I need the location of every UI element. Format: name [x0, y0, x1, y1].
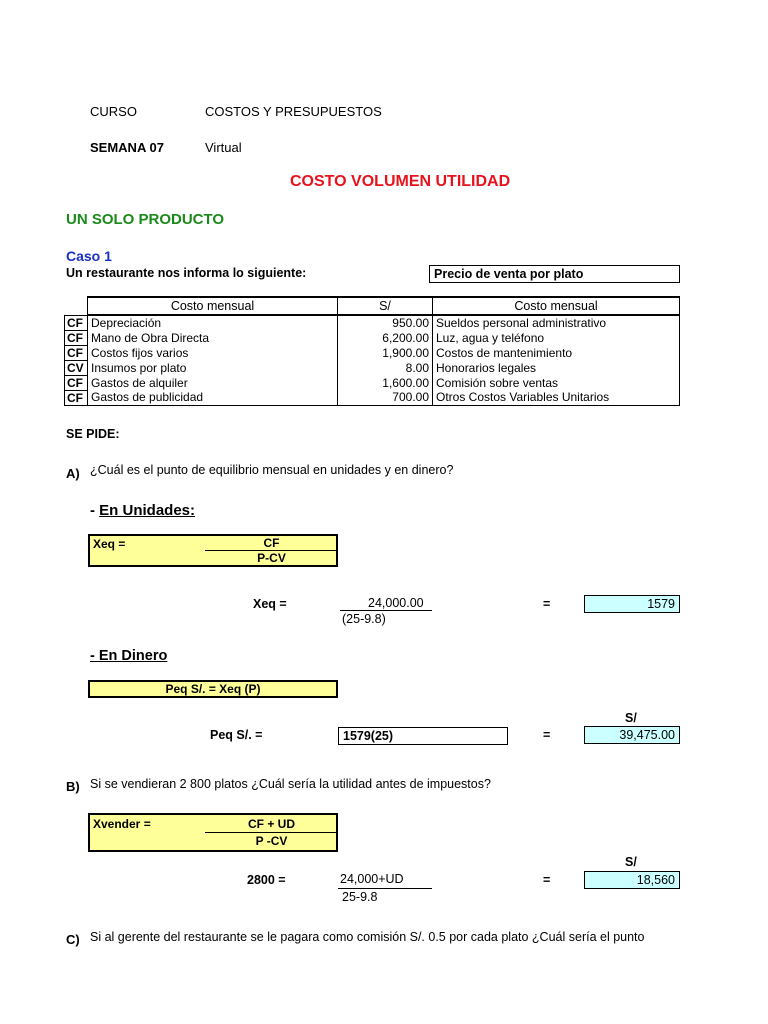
amount-cell: 700.00	[338, 390, 433, 405]
xeq-result: 1579	[647, 597, 675, 611]
other-cost-cell: Comisión sobre ventas	[433, 375, 680, 390]
xeq-result-box	[584, 595, 680, 613]
xvender-equals: =	[543, 873, 551, 887]
xvender-result-box	[584, 871, 680, 889]
cost-type-tag: CF	[65, 390, 88, 405]
amount-cell: 950.00	[338, 315, 433, 330]
xvender-calc-denominator: 25-9.8	[342, 890, 378, 904]
concept-cell: Depreciación	[88, 315, 338, 330]
question-a-text: ¿Cuál es el punto de equilibrio mensual en unidades y en dinero?	[90, 463, 454, 477]
formula-xeq-left: Xeq =	[93, 537, 126, 551]
price-label: Precio de venta por plato	[434, 267, 584, 281]
formula-xvender-divider	[205, 832, 338, 833]
amount-cell: 6,200.00	[338, 330, 433, 345]
question-b-letter: B)	[66, 779, 80, 794]
table-row	[65, 345, 680, 360]
xvender-currency: S/	[625, 855, 637, 869]
question-b-text: Si se vendieran 2 800 platos ¿Cuál sería la utilidad antes de impuestos?	[90, 777, 491, 791]
formula-xvender-box	[88, 813, 338, 852]
xeq-calc-numerator: 24,000.00	[368, 596, 424, 610]
page-title: COSTO VOLUMEN UTILIDAD	[290, 173, 511, 190]
table-row	[65, 315, 680, 330]
money-heading: - En Dinero	[90, 648, 168, 664]
case-title: Caso 1	[66, 248, 112, 264]
question-c-text: Si al gerente del restaurante se le pagara como comisión S/. 0.5 por cada plato ¿Cuál sería el punto	[90, 930, 645, 944]
header-costo-mensual-1: Costo mensual	[88, 297, 338, 315]
units-heading-text: En Unidades:	[99, 502, 196, 519]
amount-cell: 1,900.00	[338, 345, 433, 360]
peq-result: 39,475.00	[619, 728, 675, 742]
section-subtitle: UN SOLO PRODUCTO	[66, 211, 225, 228]
cost-type-tag: CF	[65, 330, 88, 345]
table-row	[65, 360, 680, 375]
other-cost-cell: Luz, agua y teléfono	[433, 330, 680, 345]
cost-type-tag: CF	[65, 345, 88, 360]
xeq-calc-denominator: (25-9.8)	[342, 612, 386, 626]
concept-cell: Mano de Obra Directa	[88, 330, 338, 345]
formula-peq: Peq S/. = Xeq (P)	[165, 682, 261, 696]
xeq-calc-divider	[340, 610, 432, 611]
cost-table	[64, 296, 680, 406]
other-cost-cell: Honorarios legales	[433, 360, 680, 375]
question-c-letter: C)	[66, 932, 80, 947]
table-header-row	[65, 297, 680, 315]
table-row	[65, 375, 680, 390]
units-heading	[90, 502, 195, 519]
header-currency: S/	[338, 297, 433, 315]
other-cost-cell: Otros Costos Variables Unitarios	[433, 390, 680, 405]
table-row	[65, 390, 680, 405]
xvender-calc-numerator: 24,000+UD	[340, 872, 404, 886]
xvender-calc-divider	[338, 888, 432, 889]
peq-result-box	[584, 726, 680, 744]
amount-cell: 8.00	[338, 360, 433, 375]
formula-xeq-box	[88, 534, 338, 567]
units-heading-prefix: -	[90, 502, 100, 519]
other-cost-cell: Costos de mantenimiento	[433, 345, 680, 360]
table-row	[65, 330, 680, 345]
semana-label: SEMANA 07	[90, 140, 164, 155]
formula-xvender-denominator: P -CV	[255, 834, 288, 848]
concept-cell: Gastos de alquiler	[88, 375, 338, 390]
curso-value: COSTOS Y PRESUPUESTOS	[205, 104, 382, 119]
peq-calc-box	[338, 727, 508, 745]
concept-cell: Gastos de publicidad	[88, 390, 338, 405]
peq-equals: =	[543, 728, 551, 742]
formula-xeq-numerator: CF	[263, 536, 280, 550]
price-label-box	[429, 265, 680, 283]
question-a-letter: A)	[66, 466, 80, 481]
amount-cell: 1,600.00	[338, 375, 433, 390]
xvender-result: 18,560	[636, 873, 675, 887]
header-costo-mensual-2: Costo mensual	[433, 297, 680, 315]
peq-calc: 1579(25)	[343, 729, 394, 743]
formula-xvender-left: Xvender =	[93, 817, 151, 831]
xvender-calc-label: 2800 =	[247, 873, 286, 887]
xeq-calc-label: Xeq =	[253, 597, 287, 611]
peq-calc-label: Peq S/. =	[210, 728, 263, 742]
peq-currency: S/	[625, 711, 637, 725]
concept-cell: Costos fijos varios	[88, 345, 338, 360]
formula-xeq-denominator: P-CV	[257, 551, 286, 565]
cost-type-tag: CF	[65, 315, 88, 330]
formula-peq-box	[88, 680, 338, 698]
xeq-equals: =	[543, 597, 551, 611]
case-intro: Un restaurante nos informa lo siguiente:	[66, 266, 307, 280]
cost-type-tag: CF	[65, 375, 88, 390]
other-cost-cell: Sueldos personal administrativo	[433, 315, 680, 330]
semana-value: Virtual	[205, 140, 242, 155]
curso-label: CURSO	[90, 104, 137, 119]
cost-type-tag: CV	[65, 360, 88, 375]
concept-cell: Insumos por plato	[88, 360, 338, 375]
formula-xvender-numerator: CF + UD	[247, 817, 295, 831]
se-pide-label: SE PIDE:	[66, 427, 120, 441]
